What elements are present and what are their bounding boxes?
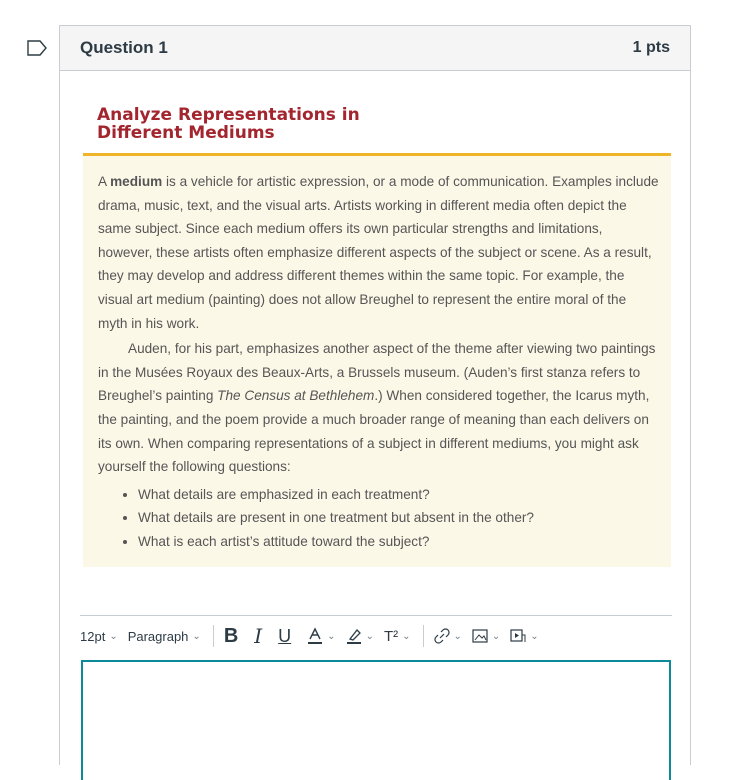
block-format-select[interactable]: Paragraph ⌄	[127, 628, 201, 644]
font-size-select[interactable]: 12pt ⌄	[80, 628, 118, 644]
passage-heading-line1: Analyze Representations in	[97, 105, 360, 125]
question-header	[60, 26, 690, 71]
chevron-down-icon: ⌄	[109, 630, 118, 642]
superscript-button[interactable]: T² ⌄	[383, 627, 411, 645]
passage-heading-line2: Different Mediums	[97, 123, 275, 143]
bold-button[interactable]: B	[223, 625, 239, 647]
image-button[interactable]	[472, 628, 500, 644]
question-list	[98, 483, 659, 554]
medium-term: medium	[110, 174, 163, 189]
passage-paragraph-2: Auden, for his part, emphasizes another aspect of the theme after viewing two paintings in the Musées Royaux des Beaux-Arts, a Brussels museum. (Auden’s first stanza refers to Breughel’s painting The Census at Bethlehem.) When considered together, the Icarus myth, the painting, and the poem provide a much broader range of meaning than each delivers on its own. When comparing representations of a subject in different mediums, you might ask yourself the following questions:	[98, 341, 656, 475]
passage-box	[83, 153, 671, 567]
image-icon	[472, 628, 488, 644]
chevron-down-icon: ⌄	[365, 630, 374, 642]
painting-title: The Census at Bethlehem	[217, 388, 375, 404]
link-button[interactable]	[434, 628, 462, 644]
question-title: Question 1	[80, 38, 168, 57]
chevron-down-icon: ⌄	[453, 630, 462, 642]
media-icon	[510, 628, 526, 644]
passage-heading	[97, 106, 497, 142]
chevron-down-icon: ⌄	[327, 630, 336, 642]
highlight-button[interactable]	[346, 627, 374, 645]
chevron-down-icon: ⌄	[192, 630, 201, 642]
flag-question-icon[interactable]	[27, 40, 47, 56]
font-color-icon	[307, 627, 323, 645]
list-item: • What is each artist’s attitude toward the subject?	[138, 530, 659, 554]
list-item: • What details are emphasized in each treatment?	[138, 483, 659, 507]
list-item: • What details are present in one treatment but absent in the other?	[138, 506, 659, 530]
chevron-down-icon: ⌄	[491, 630, 501, 642]
highlight-icon	[346, 627, 362, 645]
media-button[interactable]	[510, 628, 538, 644]
answer-editor[interactable]	[81, 660, 671, 780]
question-card	[59, 25, 691, 765]
passage-paragraph-1: A medium is a vehicle for artistic expression, or a mode of communication. Examples include drama, music, text, and the visual arts. Artists working in different media often depict the same subject. Since each medium offers its own particular strengths and limitations, however, these artists often emphasize different aspects of the subject or scene. As a result, they may develop and address different themes within the same topic. For example, the visual art medium (painting) does not allow Breughel to represent the entire moral of the myth in his work.	[98, 174, 659, 331]
chevron-down-icon: ⌄	[530, 630, 539, 642]
toolbar-divider	[423, 625, 424, 647]
font-color-button[interactable]	[307, 627, 335, 645]
question-points: 1 pts	[632, 39, 670, 56]
editor-toolbar	[80, 615, 672, 656]
chevron-down-icon: ⌄	[402, 630, 411, 642]
underline-button[interactable]: U	[278, 626, 292, 646]
link-icon	[434, 628, 450, 644]
italic-button[interactable]: I	[254, 624, 263, 648]
toolbar-divider	[213, 625, 214, 647]
